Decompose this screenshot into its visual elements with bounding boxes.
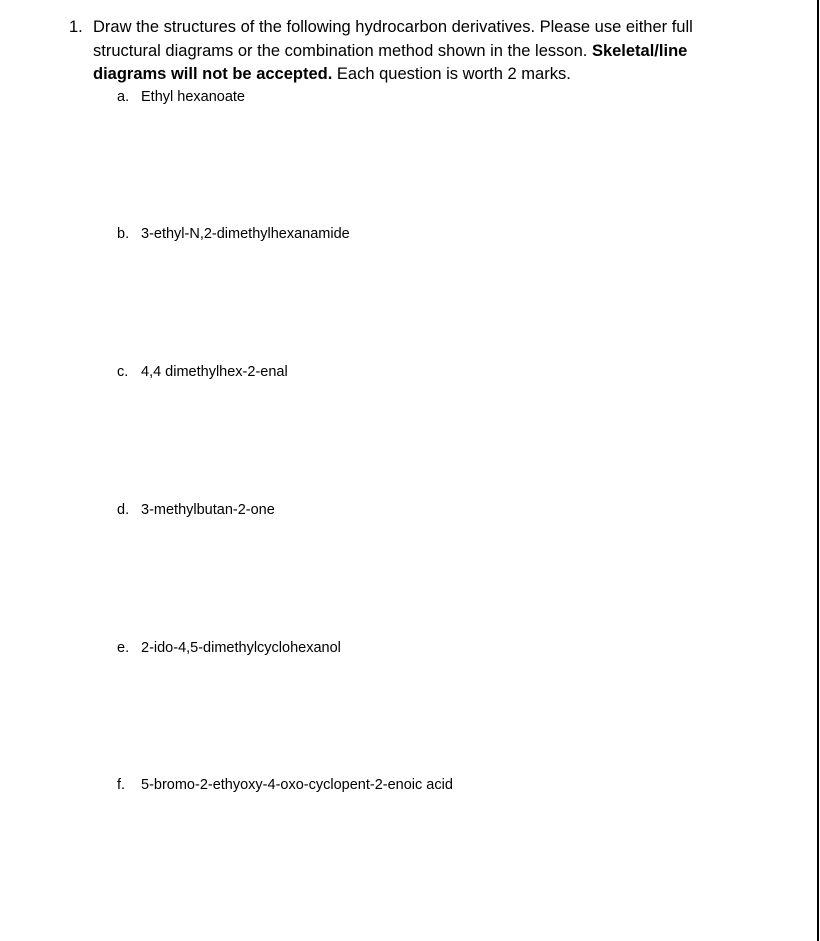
instructions-marks: Each question is worth 2 marks. (336, 65, 571, 83)
question-number: 1. (69, 18, 83, 36)
part-letter: c. (117, 364, 129, 380)
part-letter: d. (117, 502, 130, 518)
part-compound-name: Ethyl hexanoate (141, 89, 245, 105)
part-compound-name: 4,4 dimethylhex-2-enal (141, 364, 288, 380)
part-letter: b. (117, 226, 130, 242)
part-letter: f. (117, 777, 126, 793)
question-instructions (93, 16, 749, 87)
part-letter: a. (117, 89, 130, 105)
part-a (117, 88, 245, 106)
part-compound-name: 2-ido-4,5-dimethylcyclohexanol (141, 640, 341, 656)
question-1 (69, 16, 749, 87)
part-compound-name: 5-bromo-2-ethyoxy-4-oxo-cyclopent-2-enoic acid (141, 777, 453, 793)
part-c (117, 363, 288, 381)
part-compound-name: 3-methylbutan-2-one (141, 502, 275, 518)
part-d (117, 501, 275, 519)
part-compound-name: 3-ethyl-N,2-dimethylhexanamide (141, 226, 350, 242)
part-f (117, 776, 453, 794)
instructions-text: Draw the structures of the following hydrocarbon derivatives. Please use either full structural diagrams or the combination method shown in the lesson. (93, 18, 693, 60)
instructions-bold-warning: Skeletal/line diagrams will not be accepted. (93, 41, 688, 83)
part-b (117, 225, 350, 243)
part-e (117, 639, 341, 657)
part-letter: e. (117, 640, 130, 656)
page-edge-rule (817, 0, 819, 941)
